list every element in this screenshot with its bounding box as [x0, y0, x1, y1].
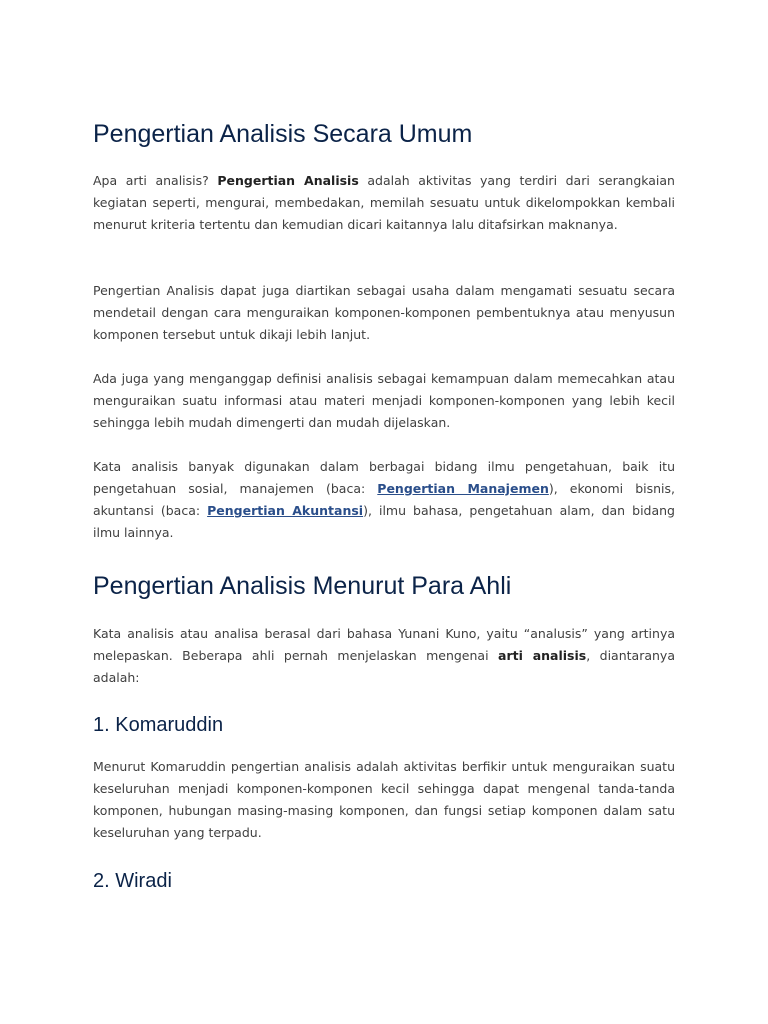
- bold-term: arti analisis: [498, 648, 587, 663]
- paragraph-kemampuan-memecahkan: Ada juga yang menganggap definisi analisis sebagai kemampuan dalam memecahkan atau menguraikan suatu informasi atau materi menjadi komponen-komponen yang lebih kecil sehingga lebih mudah dimengerti dan mudah dijelaskan.: [93, 371, 675, 430]
- paragraph-usaha-mengamati: Pengertian Analisis dapat juga diartikan sebagai usaha dalam mengamati sesuatu secara mendetail dengan cara menguraikan komponen-komponen pembentuknya atau menyusun komponen tersebut untuk dikaji lebih lanjut.: [93, 283, 675, 342]
- paragraph-text: Apa arti analisis?: [93, 173, 218, 188]
- section-heading-pengertian-umum: Pengertian Analisis Secara Umum: [93, 120, 473, 148]
- paragraph-text: adalah aktivitas yang terdiri dari serangkaian kegiatan seperti, mengurai, membedakan, memilah sesuatu untuk dikelompokkan kembali menurut kriteria tertentu dan kemudian dicari kaitannya lalu ditafsirkan maknanya.: [93, 173, 675, 232]
- paragraph-text: Kata analisis banyak digunakan dalam berbagai bidang ilmu pengetahuan, baik itu pengetahuan sosial, manajemen (baca:: [93, 459, 675, 496]
- link-pengertian-manajemen[interactable]: Pengertian Manajemen: [377, 481, 549, 496]
- subheading-komaruddin: 1. Komaruddin: [93, 714, 224, 736]
- paragraph-text: ), ekonomi bisnis, akuntansi (baca:: [93, 481, 675, 518]
- section-heading-para-ahli: Pengertian Analisis Menurut Para Ahli: [93, 572, 512, 600]
- paragraph-text: , diantaranya adalah:: [93, 648, 675, 685]
- link-pengertian-akuntansi[interactable]: Pengertian Akuntansi: [207, 503, 364, 518]
- paragraph-apa-arti-analisis: [93, 170, 675, 236]
- subheading-wiradi: 2. Wiradi: [93, 870, 172, 892]
- paragraph-text: Kata analisis atau analisa berasal dari bahasa Yunani Kuno, yaitu “analusis” yang artinya melepaskan. Beberapa ahli pernah menjelaskan mengenai: [93, 626, 675, 663]
- paragraph-asal-kata: [93, 623, 675, 689]
- paragraph-komaruddin: Menurut Komaruddin pengertian analisis adalah aktivitas berfikir untuk menguraikan suatu keseluruhan menjadi komponen-komponen kecil sehingga dapat mengenal tanda-tanda komponen, hubungan masing-masing komponen, dan fungsi setiap komponen dalam satu keseluruhan yang terpadu.: [93, 759, 675, 840]
- paragraph-text: ), ilmu bahasa, pengetahuan alam, dan bidang ilmu lainnya.: [93, 503, 675, 540]
- paragraph-bidang-ilmu: [93, 456, 675, 544]
- bold-term: Pengertian Analisis: [217, 173, 359, 188]
